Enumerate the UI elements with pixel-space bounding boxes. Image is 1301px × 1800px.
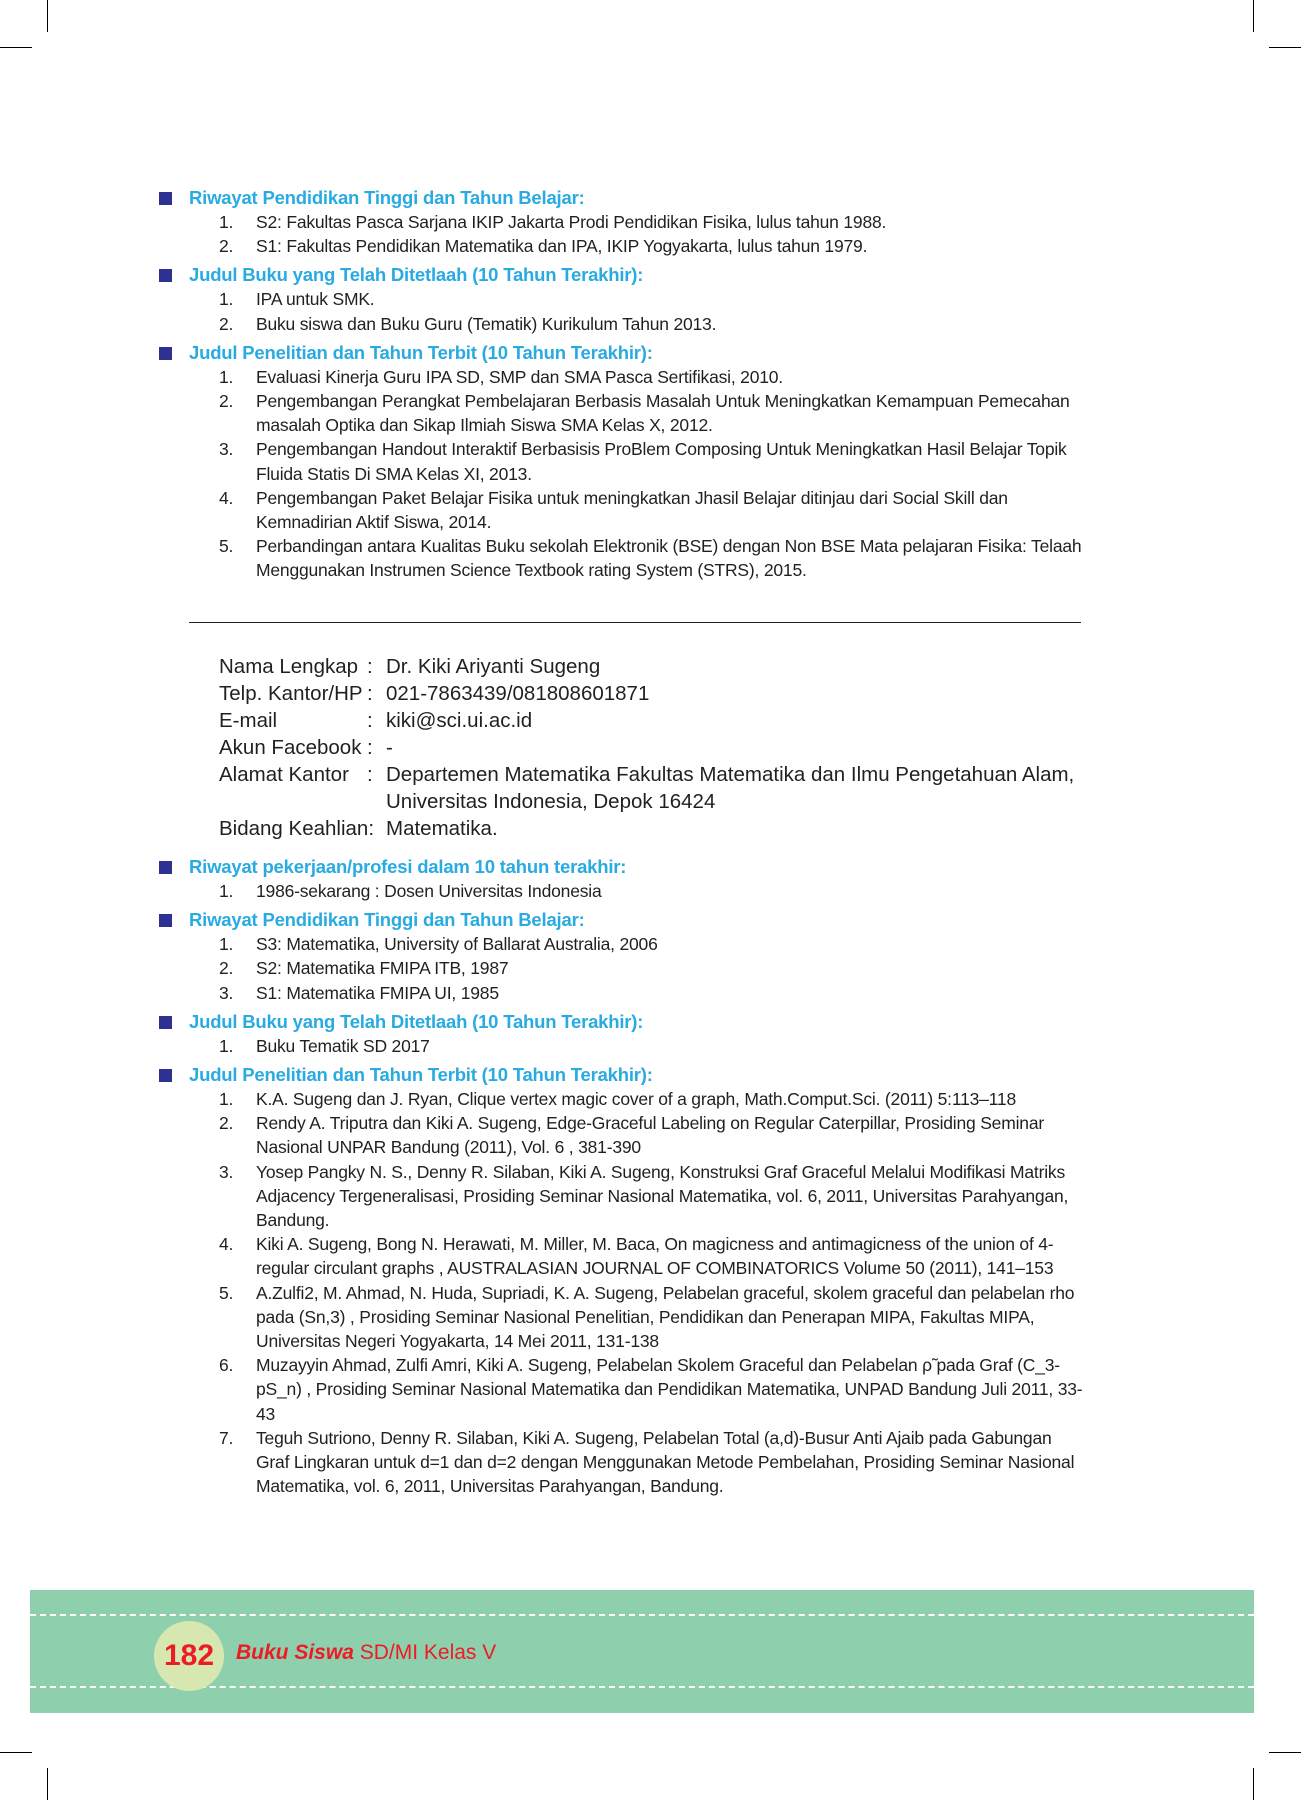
profile-colon: :: [367, 736, 373, 759]
profile-value: Matematika.: [386, 817, 498, 840]
section: [189, 1010, 1089, 1058]
profile-colon: :: [367, 709, 373, 732]
section-heading: [189, 186, 1089, 210]
section-heading-text: Judul Buku yang Telah Ditetlaah (10 Tahun Terakhir):: [189, 1010, 644, 1032]
list-number: 4.: [219, 487, 234, 508]
list-item: [189, 210, 1089, 234]
numbered-list: [189, 365, 1089, 583]
list-number: 3.: [219, 439, 234, 460]
crop-mark: [1253, 0, 1254, 32]
list-item: [189, 534, 1089, 582]
list-item: [189, 1160, 1089, 1233]
list-item-text: A.Zulfi2, M. Ahmad, N. Huda, Supriadi, K. A. Sugeng, Pelabelan graceful, skolem graceful dan pelabelan rho pada (Sn,3) , Prosiding Seminar Nasional Penelitian, Pendidikan dan Penerapan MIPA, Fakultas MIPA, Universitas Negeri Yogyakarta, 14 Mei 2011, 131-138: [256, 1282, 1075, 1352]
profile-row: [219, 707, 1079, 734]
square-bullet-icon: [159, 347, 172, 360]
list-item-text: K.A. Sugeng dan J. Ryan, Clique vertex magic cover of a graph, Math.Comput.Sci. (2011) 5:113–118: [256, 1089, 1016, 1110]
section-heading: [189, 1063, 1089, 1087]
square-bullet-icon: [159, 1016, 172, 1029]
profile-label: E-mail: [219, 709, 278, 732]
list-item-text: Pengembangan Handout Interaktif Berbasisis ProBlem Composing Untuk Meningkatkan Hasil Belajar Topik Fluida Statis Di SMA Kelas XI, 2013.: [256, 439, 1067, 484]
section-heading-text: Judul Buku yang Telah Ditetlaah (10 Tahun Terakhir):: [189, 264, 644, 286]
list-number: 1.: [219, 289, 234, 310]
list-item: [189, 1034, 1089, 1058]
list-number: 3.: [219, 982, 234, 1003]
profile-value: -: [386, 736, 393, 759]
list-item: [189, 956, 1089, 980]
list-number: 1.: [219, 881, 234, 901]
book-title-rest: SD/MI Kelas V: [353, 1641, 497, 1664]
list-item: [189, 932, 1089, 956]
section-heading: [189, 1010, 1089, 1034]
list-item: [189, 287, 1089, 311]
section-heading: [189, 855, 1089, 879]
list-item-text: Buku siswa dan Buku Guru (Tematik) Kurikulum Tahun 2013.: [256, 313, 717, 334]
square-bullet-icon: [159, 861, 172, 874]
list-item-text: 1986-sekarang : Dosen Universitas Indonesia: [256, 881, 602, 901]
profile-value: Dr. Kiki Ariyanti Sugeng: [386, 655, 601, 678]
numbered-list: [189, 287, 1089, 335]
profile-row: [219, 653, 1079, 680]
profile-row: [219, 680, 1079, 707]
list-number: 2.: [219, 958, 234, 979]
profile-colon: :: [367, 655, 373, 678]
book-title-bold: Buku Siswa: [236, 1641, 354, 1664]
book-title: [236, 1641, 496, 1665]
list-number: 2.: [219, 313, 234, 334]
profile-label: Akun Facebook: [219, 736, 362, 759]
page-number: 182: [163, 1639, 215, 1672]
list-number: 6.: [219, 1355, 234, 1376]
list-item-text: Evaluasi Kinerja Guru IPA SD, SMP dan SMA Pasca Sertifikasi, 2010.: [256, 366, 783, 387]
list-number: 1.: [219, 1089, 234, 1110]
list-item-text: S2: Matematika FMIPA ITB, 1987: [256, 958, 509, 979]
square-bullet-icon: [159, 1069, 172, 1082]
list-item-text: Teguh Sutriono, Denny R. Silaban, Kiki A. Sugeng, Pelabelan Total (a,d)-Busur Anti Ajaib pada Gabungan Graf Lingkaran untuk d=1 dan d=2 dengan Menggunakan Metode Pembelahan, Prosiding Seminar Nasional Matematika, vol. 6, 2011, Universitas Parahyangan, Bandung.: [256, 1427, 1075, 1497]
section-heading-text: Riwayat Pendidikan Tinggi dan Tahun Belajar:: [189, 187, 585, 208]
section: [189, 263, 1089, 335]
crop-mark: [0, 47, 32, 48]
profile-row: [219, 815, 1079, 842]
list-item: [189, 437, 1089, 485]
list-number: 2.: [219, 1113, 234, 1134]
list-item-text: Buku Tematik SD 2017: [256, 1035, 430, 1056]
numbered-list: [189, 932, 1089, 1005]
profile-row: [219, 734, 1079, 761]
numbered-list: [189, 210, 1089, 258]
profile-value[interactable]: kiki@sci.ui.ac.id: [386, 709, 533, 732]
list-item: [189, 1111, 1089, 1159]
list-item-text: S1: Matematika FMIPA UI, 1985: [256, 982, 499, 1003]
list-item-text: S1: Fakultas Pendidikan Matematika dan IPA, IKIP Yogyakarta, lulus tahun 1979.: [256, 236, 868, 257]
list-number: 2.: [219, 236, 234, 257]
list-item: [189, 1232, 1089, 1280]
profile-colon: :: [367, 682, 373, 705]
list-item: [189, 234, 1089, 258]
section: [189, 341, 1089, 583]
author-profile: [219, 653, 1079, 842]
list-number: 7.: [219, 1427, 234, 1448]
profile-value: Departemen Matematika Fakultas Matematika dan Ilmu Pengetahuan Alam, Universitas Indonesia, Depok 16424: [386, 763, 1075, 813]
bottom-sections: [189, 855, 1089, 1503]
crop-mark: [47, 0, 48, 32]
profile-label: Bidang Keahlian:: [219, 817, 375, 840]
list-number: 4.: [219, 1234, 234, 1255]
list-number: 3.: [219, 1161, 234, 1182]
list-item: [189, 486, 1089, 534]
section: [189, 1063, 1089, 1498]
numbered-list: [189, 879, 1089, 903]
list-number: 5.: [219, 536, 234, 557]
profile-row: [219, 761, 1079, 815]
square-bullet-icon: [159, 914, 172, 927]
list-number: 2.: [219, 391, 234, 412]
section-heading-text: Riwayat pekerjaan/profesi dalam 10 tahun terakhir:: [189, 856, 627, 877]
list-item: [189, 312, 1089, 336]
section-divider: [189, 622, 1081, 623]
list-item: [189, 1353, 1089, 1426]
list-number: 5.: [219, 1282, 234, 1303]
crop-mark: [47, 1768, 48, 1800]
list-item-text: S2: Fakultas Pasca Sarjana IKIP Jakarta Prodi Pendidikan Fisika, lulus tahun 1988.: [256, 212, 887, 232]
square-bullet-icon: [159, 192, 172, 205]
profile-label: Telp. Kantor/HP: [219, 682, 363, 705]
profile-label: Alamat Kantor: [219, 763, 349, 786]
crop-mark: [0, 1752, 32, 1753]
list-number: 1.: [219, 1035, 234, 1056]
section: [189, 855, 1089, 903]
section: [189, 908, 1089, 1005]
crop-mark: [1269, 1752, 1301, 1753]
section-heading-text: Judul Penelitian dan Tahun Terbit (10 Tahun Terakhir):: [189, 1064, 653, 1086]
list-item: [189, 365, 1089, 389]
profile-label: Nama Lengkap: [219, 655, 359, 678]
section-heading: [189, 908, 1089, 932]
list-item-text: Rendy A. Triputra dan Kiki A. Sugeng, Edge-Graceful Labeling on Regular Caterpillar, Prosiding Seminar Nasional UNPAR Bandung (2011), Vol. 6 , 381-390: [256, 1113, 1044, 1158]
list-item-text: Pengembangan Paket Belajar Fisika untuk meningkatkan Jhasil Belajar ditinjau dari Social Skill dan Kemnadirian Aktif Siswa, 2014.: [256, 487, 1008, 533]
footer-dashed-line: [30, 1686, 1254, 1688]
crop-mark: [1253, 1768, 1254, 1800]
profile-value: 021-7863439/081808601871: [386, 682, 650, 705]
section-heading: [189, 263, 1089, 287]
list-item: [189, 879, 1089, 903]
list-item-text: S3: Matematika, University of Ballarat Australia, 2006: [256, 934, 658, 955]
list-item: [189, 1281, 1089, 1354]
list-item-text: Muzayyin Ahmad, Zulfi Amri, Kiki A. Sugeng, Pelabelan Skolem Graceful dan Pelabelan ρ̃ pada Graf (C_3-pS_n) , Prosiding Seminar Nasional Matematika dan Pendidikan Matematika, UNPAD Bandung Juli 2011, 33-43: [256, 1355, 1083, 1424]
list-item: [189, 1426, 1089, 1499]
list-item: [189, 1087, 1089, 1111]
list-item-text: Yosep Pangky N. S., Denny R. Silaban, Kiki A. Sugeng, Konstruksi Graf Graceful Melalui Modifikasi Matriks Adjacency Tergeneralisasi, Prosiding Seminar Nasional Matematika, vol. 6, 2011, Universitas Parahyangan, Bandung.: [256, 1161, 1069, 1231]
list-item-text: Kiki A. Sugeng, Bong N. Herawati, M. Miller, M. Baca, On magicness and antimagicness of the union of 4-regular circulant graphs , AUSTRALASIAN JOURNAL OF COMBINATORICS Volume 50 (2011), 141–153: [256, 1234, 1054, 1279]
footer-dashed-line: [30, 1614, 1254, 1616]
section: [189, 186, 1089, 258]
list-number: 1.: [219, 934, 234, 955]
section-heading-text: Riwayat Pendidikan Tinggi dan Tahun Belajar:: [189, 909, 585, 931]
numbered-list: [189, 1034, 1089, 1058]
square-bullet-icon: [159, 269, 172, 282]
list-item: [189, 389, 1089, 437]
numbered-list: [189, 1087, 1089, 1498]
crop-mark: [1269, 47, 1301, 48]
section-heading-text: Judul Penelitian dan Tahun Terbit (10 Tahun Terakhir):: [189, 341, 653, 363]
list-item-text: Perbandingan antara Kualitas Buku sekolah Elektronik (BSE) dengan Non BSE Mata pelajaran Fisika: Telaah Menggunakan Instrumen Science Textbook rating System (STRS), 2015.: [256, 536, 1082, 581]
list-item-text: Pengembangan Perangkat Pembelajaran Berbasis Masalah Untuk Meningkatkan Kemampuan Pemecahan masalah Optika dan Sikap Ilmiah Siswa SMA Kelas X, 2012.: [256, 391, 1070, 436]
list-number: 1.: [219, 212, 234, 232]
section-heading: [189, 341, 1089, 365]
list-number: 1.: [219, 366, 234, 387]
list-item-text: IPA untuk SMK.: [256, 289, 375, 310]
top-sections: [189, 186, 1089, 588]
page-number-badge: [154, 1621, 224, 1691]
list-item: [189, 981, 1089, 1005]
profile-colon: :: [367, 763, 373, 786]
